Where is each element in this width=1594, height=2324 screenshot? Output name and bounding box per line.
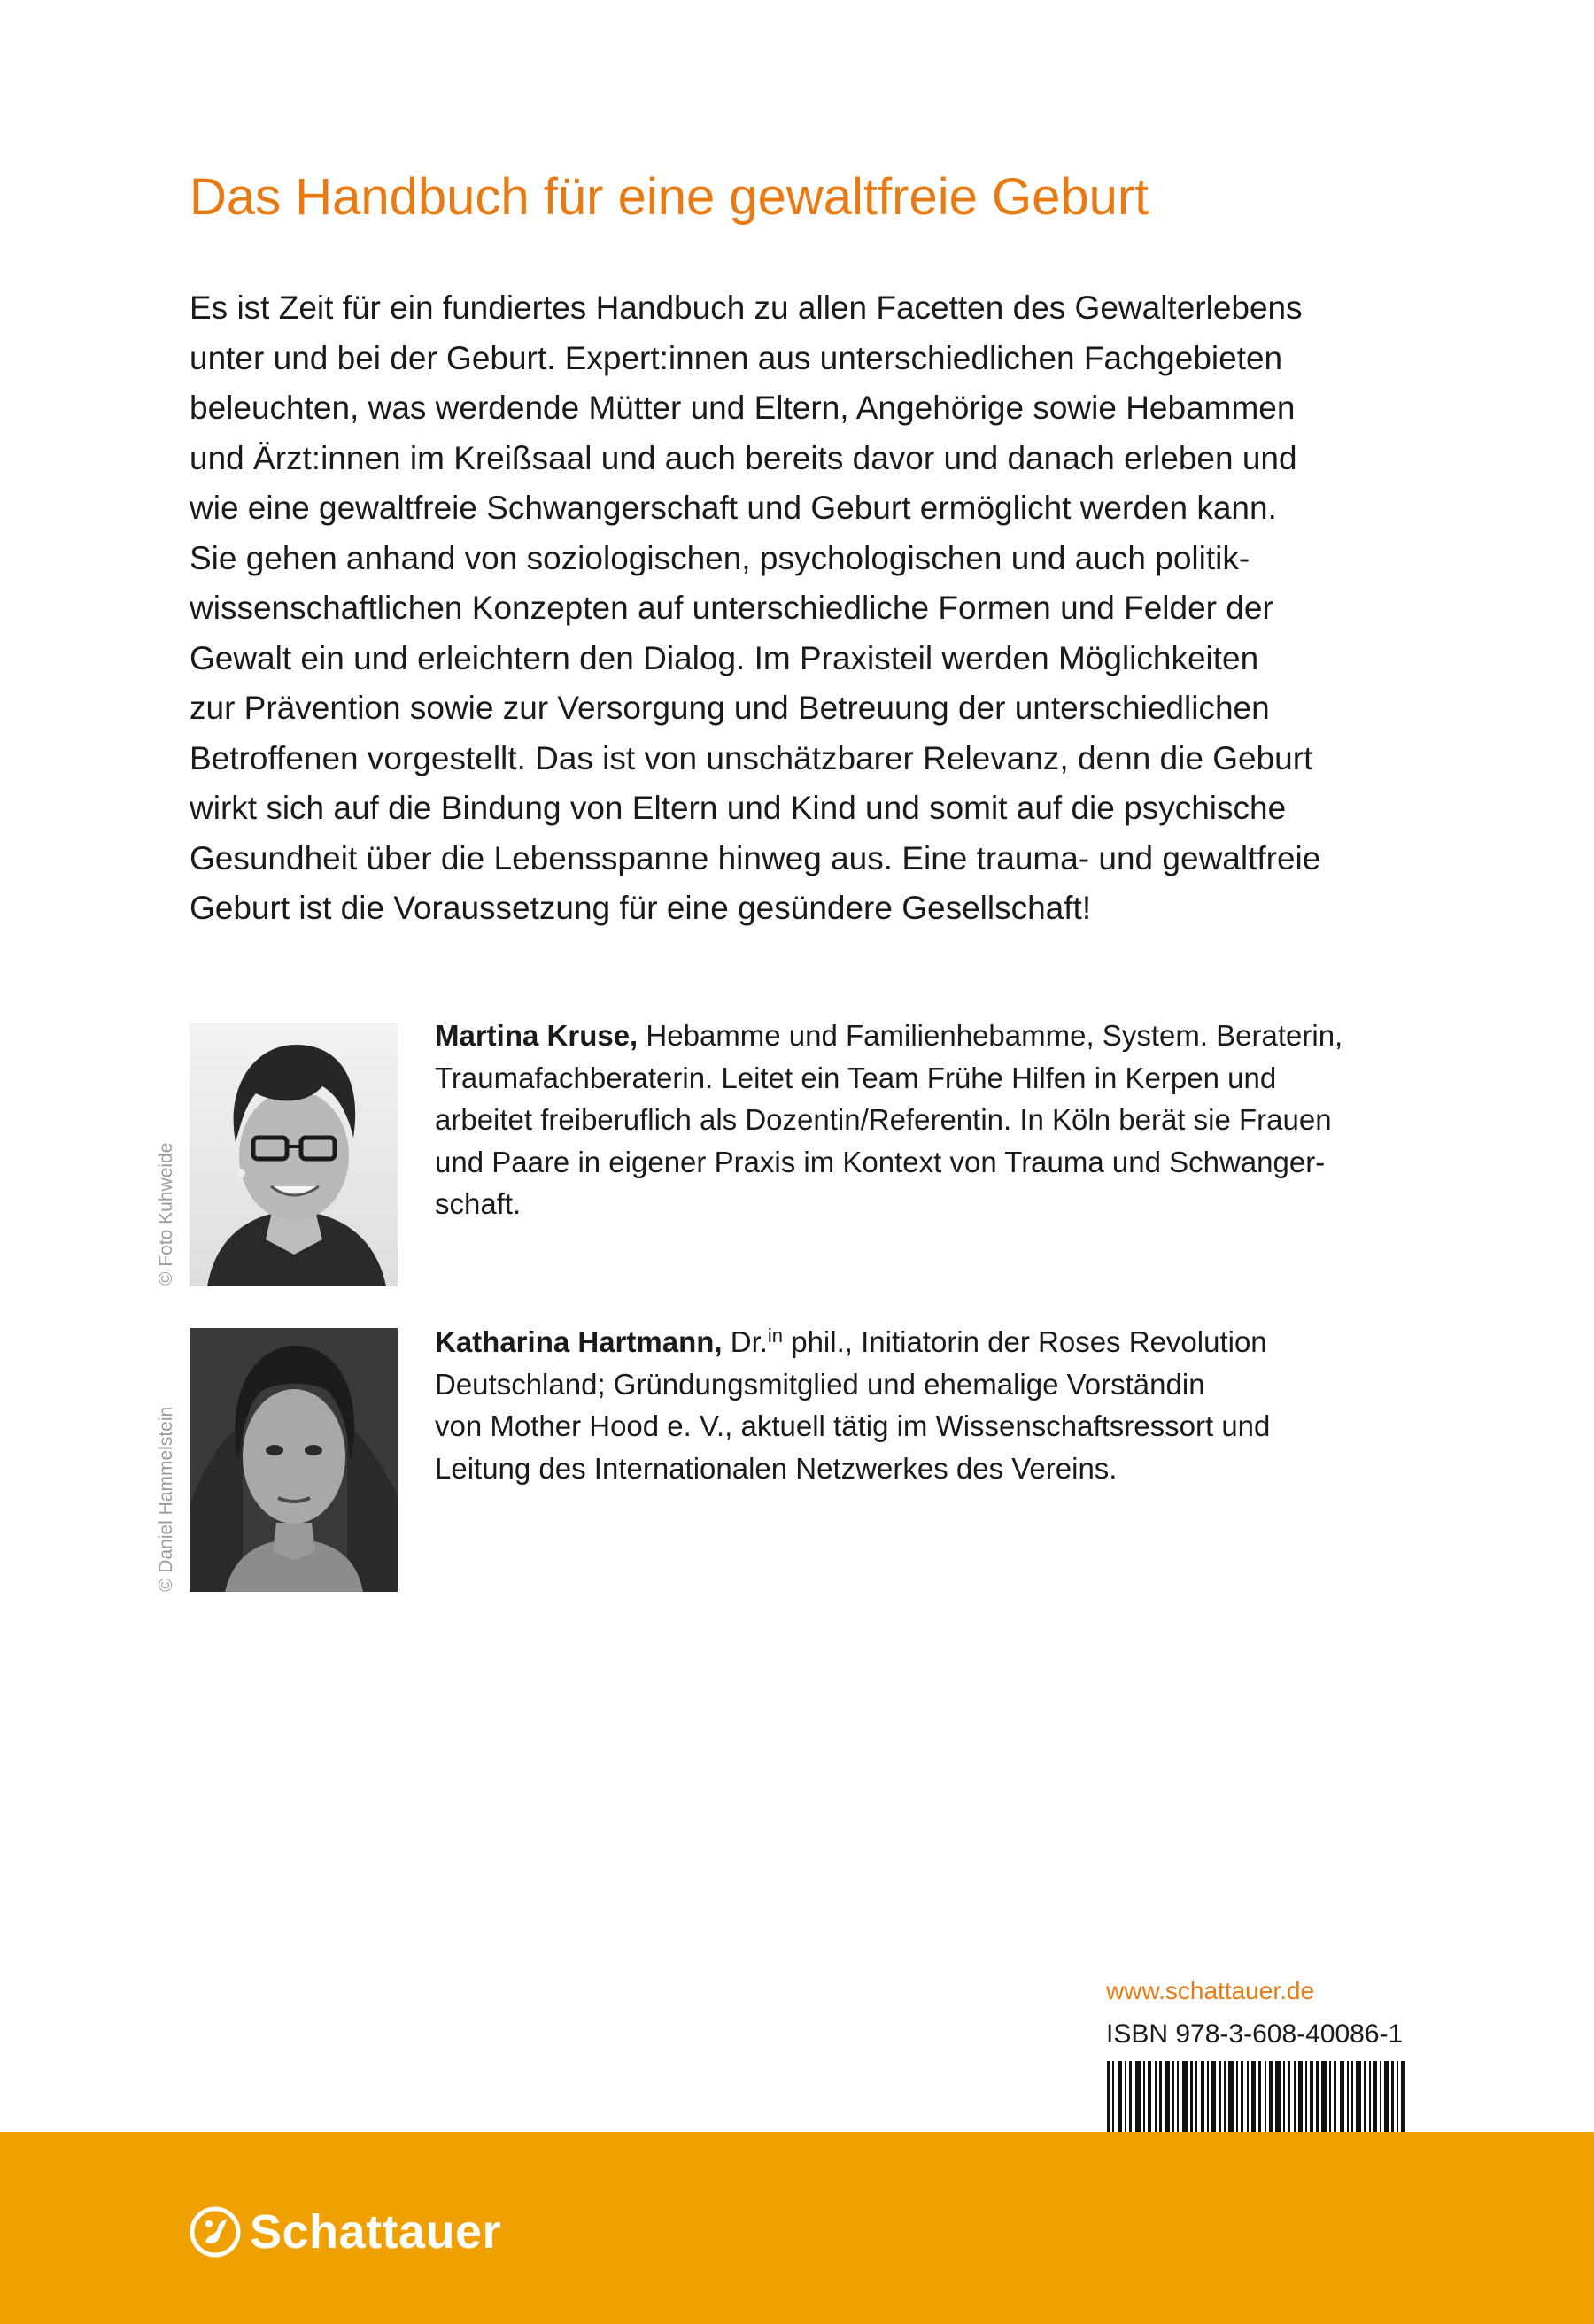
bio-line: von Mother Hood e. V., aktuell tätig im Wissenschaftsressort und bbox=[435, 1409, 1271, 1442]
isbn-number: ISBN 978-3-608-40086-1 bbox=[1106, 2019, 1404, 2049]
book-heading: Das Handbuch für eine gewaltfreie Geburt bbox=[190, 168, 1149, 226]
description-line: Gewalt ein und erleichtern den Dialog. Im Praxisteil werden Möglichkeiten bbox=[190, 639, 1259, 676]
bio-text: phil., Initiatorin der Roses Revolution bbox=[783, 1325, 1267, 1358]
bio-line: schaft. bbox=[435, 1187, 522, 1220]
description-line: wie eine gewaltfreie Schwangerschaft und Geburt ermöglicht werden kann. bbox=[190, 490, 1277, 526]
portrait-image bbox=[190, 1328, 398, 1592]
description-line: wirkt sich auf die Bindung von Eltern und Kind und somit auf die psychische bbox=[190, 790, 1287, 826]
schattauer-logo-icon bbox=[190, 2206, 241, 2258]
barcode bbox=[1107, 2061, 1408, 2132]
author-photo-hartmann bbox=[190, 1328, 398, 1592]
footer-band bbox=[0, 2132, 1594, 2324]
author-bio-hartmann bbox=[435, 1321, 1462, 1489]
bio-text: Hebamme und Familienhebamme, System. Beraterin, bbox=[638, 1019, 1343, 1052]
bio-line bbox=[435, 1015, 1462, 1057]
author-name: Katharina Hartmann, bbox=[435, 1325, 723, 1358]
description-line: und Ärzt:innen im Kreißsaal und auch bereits davor und danach erleben und bbox=[190, 439, 1297, 476]
author-bio-kruse bbox=[435, 1015, 1462, 1225]
photo-credit-text: © Foto Kuhweide bbox=[156, 1142, 176, 1286]
author-name: Martina Kruse, bbox=[435, 1019, 638, 1052]
portrait-image bbox=[190, 1023, 398, 1286]
description-line: beleuchten, was werdende Mütter und Eltern, Angehörige sowie Hebammen bbox=[190, 390, 1296, 426]
description-line: Sie gehen anhand von soziologischen, psychologischen und auch politik- bbox=[190, 539, 1250, 576]
bio-line: Leitung des Internationalen Netzwerkes des Vereins. bbox=[435, 1451, 1118, 1485]
description-line: Es ist Zeit für ein fundiertes Handbuch zu allen Facetten des Gewalterlebens bbox=[190, 290, 1303, 326]
bio-line bbox=[435, 1321, 1462, 1363]
photo-credit-text: © Daniel Hammelstein bbox=[156, 1406, 176, 1592]
bio-line: arbeitet freiberuflich als Dozentin/Referentin. In Köln berät sie Frauen bbox=[435, 1103, 1332, 1136]
description-line: Geburt ist die Voraussetzung für eine gesündere Gesellschaft! bbox=[190, 890, 1092, 926]
description-line: zur Prävention sowie zur Versorgung und Betreuung der unterschiedlichen bbox=[190, 690, 1270, 726]
author-photo-kruse bbox=[190, 1023, 398, 1286]
description-line: wissenschaftlichen Konzepten auf unterschiedliche Formen und Felder der bbox=[190, 590, 1273, 626]
academic-title-superscript: in bbox=[767, 1324, 784, 1347]
publisher-website[interactable]: www.schattauer.de bbox=[1106, 1977, 1315, 2004]
bio-line: und Paare in eigener Praxis im Kontext von Trauma und Schwanger- bbox=[435, 1145, 1326, 1178]
description-line: Gesundheit über die Lebensspanne hinweg aus. Eine trauma- und gewaltfreie bbox=[190, 839, 1321, 876]
academic-title: Dr. bbox=[722, 1325, 768, 1358]
publisher-logo[interactable] bbox=[190, 2201, 501, 2263]
bio-line: Deutschland; Gründungsmitglied und ehemalige Vorständin bbox=[435, 1367, 1205, 1401]
barcode-graphic bbox=[1107, 2061, 1408, 2132]
book-description bbox=[190, 283, 1429, 934]
publisher-name: Schattauer bbox=[250, 2205, 502, 2258]
description-line: Betroffenen vorgestellt. Das ist von unschätzbarer Relevanz, denn die Geburt bbox=[190, 739, 1313, 776]
description-line: unter und bei der Geburt. Expert:innen aus unterschiedlichen Fachgebieten bbox=[190, 339, 1283, 376]
bio-line: Traumafachberaterin. Leitet ein Team Frühe Hilfen in Kerpen und bbox=[435, 1061, 1277, 1094]
